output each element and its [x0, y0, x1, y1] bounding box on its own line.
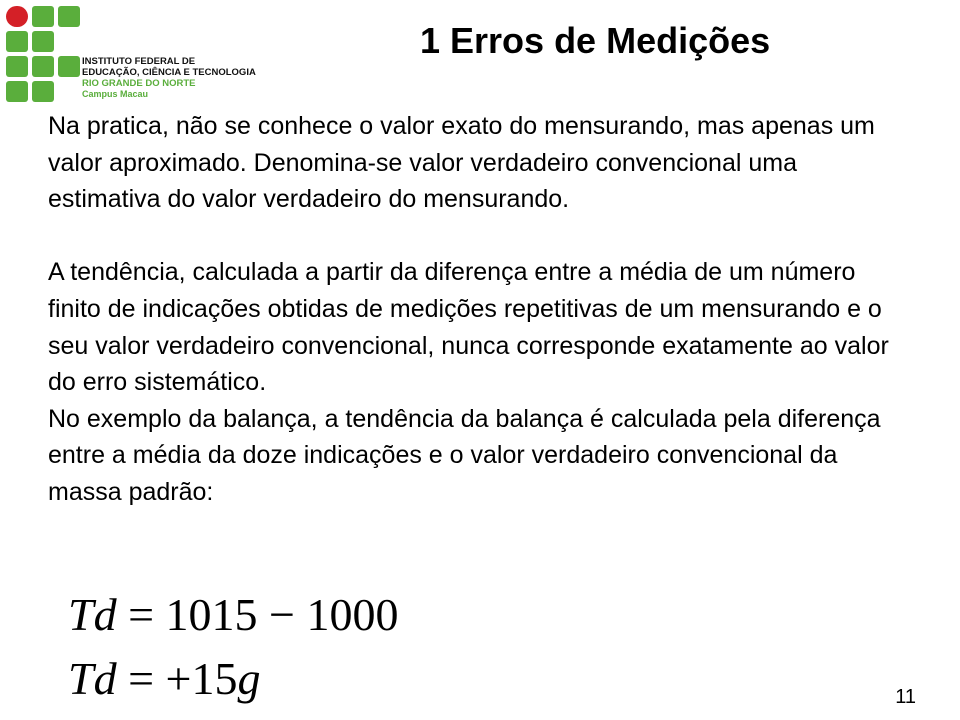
- formula-1-lhs: Td: [68, 589, 117, 640]
- slide-body: [48, 108, 908, 511]
- formula-1-rhs: = 1015 − 1000: [128, 589, 399, 640]
- formula-result: [68, 652, 260, 705]
- formula-2-unit: g: [237, 653, 261, 704]
- paragraph-1: Na pratica, não se conhece o valor exato do mensurando, mas apenas um valor aproximado. Denomina-se valor verdadeiro convencional uma estimativa do valor verdadeiro do mensurando.: [48, 112, 875, 214]
- formula-2-lhs: Td: [68, 653, 117, 704]
- paragraph-2: A tendência, calculada a partir da diferença entre a média de um número finito de indicações obtidas de medições repetitivas de um mensurando e o seu valor verdadeiro convencional, nunca corresponde exatamente ao valor do erro sistemático.: [48, 258, 889, 397]
- formula-2-rhs: = +15: [128, 653, 238, 704]
- paragraph-3: No exemplo da balança, a tendência da balança é calculada pela diferença entre a média da doze indicações e o valor verdadeiro convencional da massa padrão:: [48, 404, 881, 506]
- slide-title: 1 Erros de Medições: [420, 20, 771, 61]
- formula-difference: [68, 588, 398, 641]
- institute-logo: [6, 6, 266, 110]
- page-number: 11: [895, 686, 916, 708]
- logo-grid-icon: [6, 6, 80, 102]
- institute-name: INSTITUTO FEDERAL DE EDUCAÇÃO, CIÊNCIA E TECNOLOGIA RIO GRANDE DO NORTE Campus Macau: [82, 56, 256, 99]
